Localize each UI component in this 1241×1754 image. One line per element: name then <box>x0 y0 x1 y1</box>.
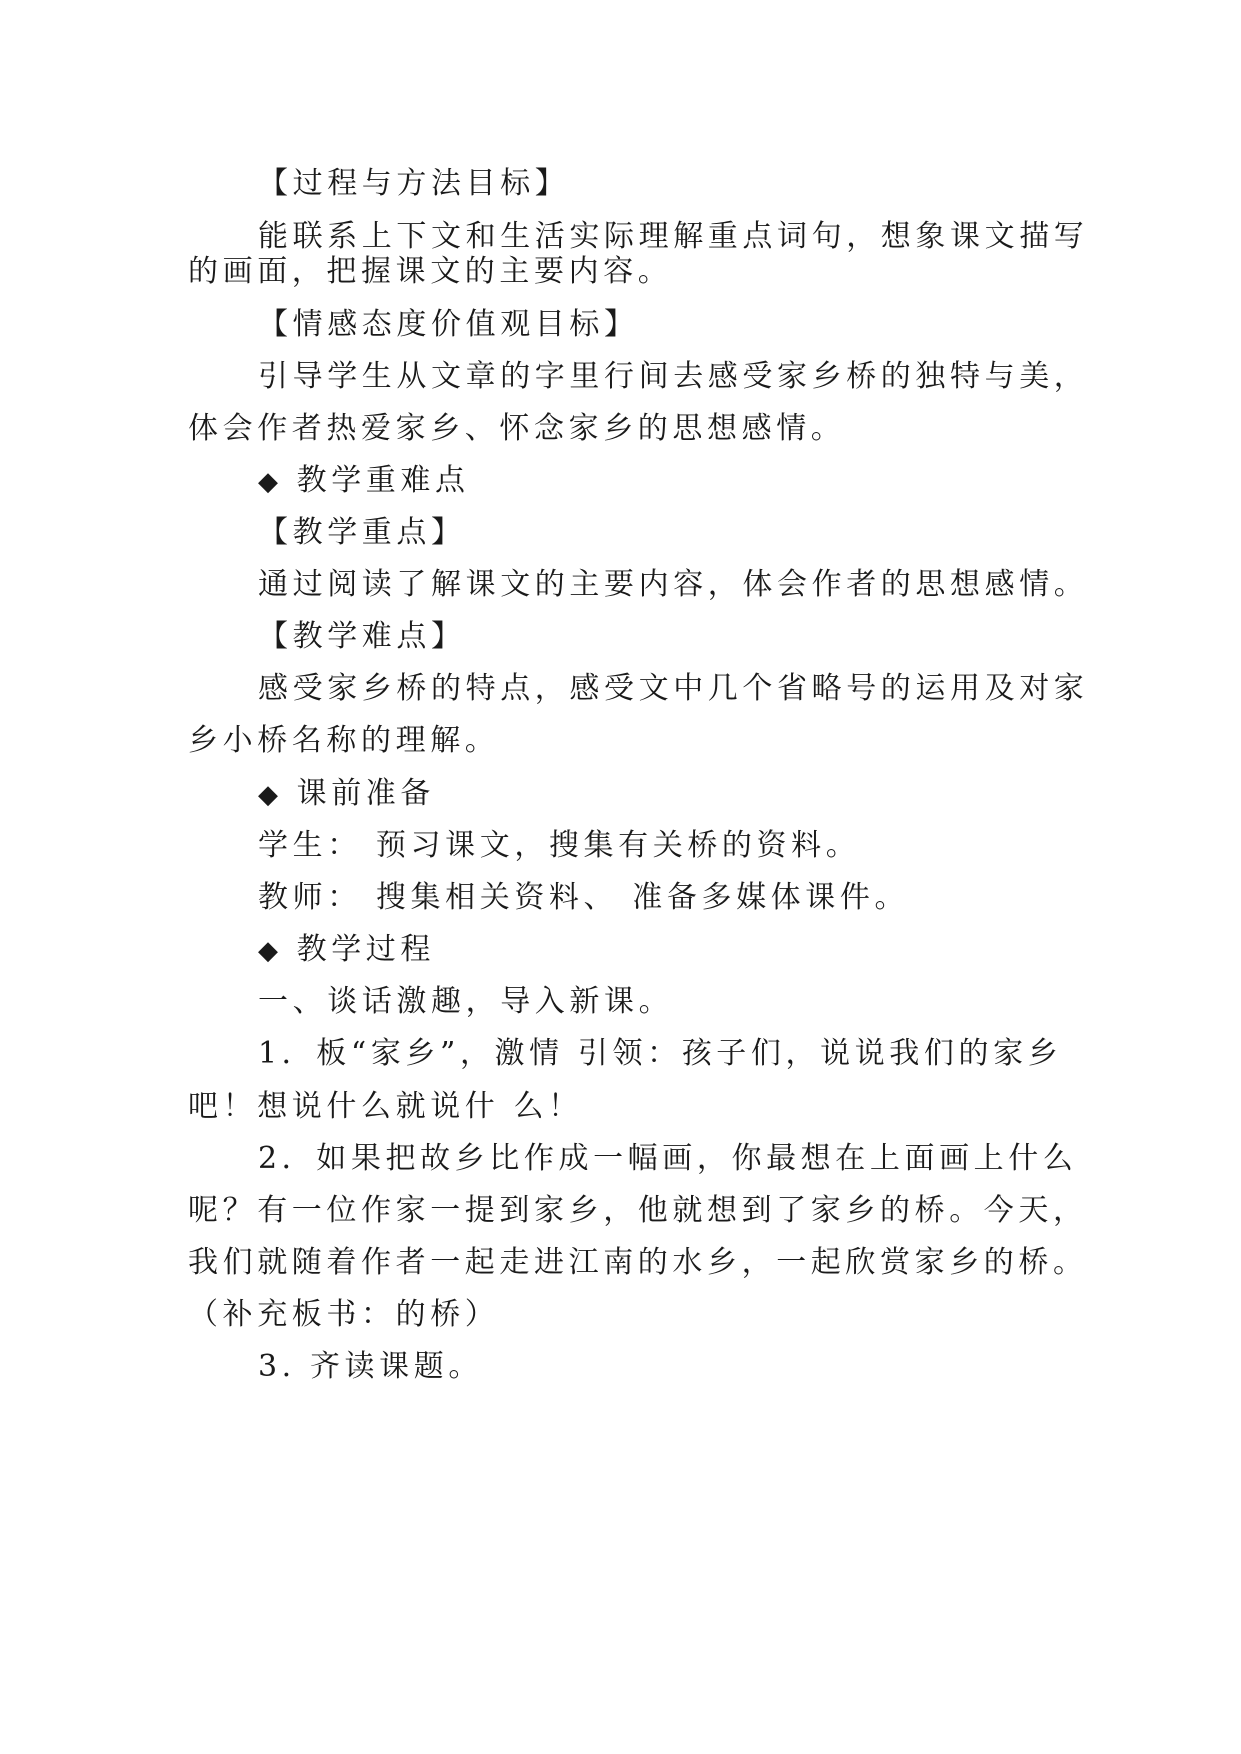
paragraph-line: 体会作者热爱家乡、怀念家乡的思想感情。 <box>188 411 846 446</box>
paragraph-line: 通过阅读了解课文的主要内容，体会作者的思想感情。 <box>258 567 1089 602</box>
paragraph-line: 吧！想说什么就说什 么！ <box>188 1089 583 1124</box>
section-title: 课前准备 <box>296 776 436 811</box>
student-preparation-line: 学生： 预习课文，搜集有关桥的资料。 <box>258 828 861 863</box>
diamond-bullet-icon: ◆ <box>258 936 283 966</box>
section-teaching-key-difficult <box>258 461 470 501</box>
paragraph-line: 3. 齐读课题。 <box>258 1349 483 1384</box>
heading-teaching-key-points: 【教学重点】 <box>258 515 466 550</box>
paragraph-line: 的画面，把握课文的主要内容。 <box>188 254 673 289</box>
heading-teaching-difficulties: 【教学难点】 <box>258 619 466 654</box>
paragraph-line: 呢？有一位作家一提到家乡，他就想到了家乡的桥。今天， <box>188 1193 1088 1228</box>
section-title: 教学过程 <box>296 932 436 967</box>
paragraph-line: （补充板书：的桥） <box>188 1297 500 1332</box>
heading-process-method-goals: 【过程与方法目标】 <box>258 166 570 201</box>
paragraph-line: 能联系上下文和生活实际理解重点词句，想象课文描写 <box>258 219 1089 254</box>
section-title: 教学重难点 <box>296 463 470 498</box>
paragraph-line: 我们就随着作者一起走进江南的水乡，一起欣赏家乡的桥。 <box>188 1245 1088 1280</box>
paragraph-line: 2．如果把故乡比作成一幅画，你最想在上面画上什么 <box>258 1141 1078 1176</box>
paragraph-line: 感受家乡桥的特点，感受文中几个省略号的运用及对家 <box>258 671 1089 706</box>
paragraph-line: 引导学生从文章的字里行间去感受家乡桥的独特与美， <box>258 359 1089 394</box>
heading-emotion-values-goals: 【情感态度价值观目标】 <box>258 307 639 342</box>
paragraph-line: 1．板“家乡”，激情 引领：孩子们，说说我们的家乡 <box>258 1036 1063 1071</box>
teacher-preparation-line: 教师： 搜集相关资料、 准备多媒体课件。 <box>258 880 910 915</box>
section-preparation <box>258 774 435 814</box>
diamond-bullet-icon: ◆ <box>258 780 283 810</box>
section-teaching-process <box>258 930 435 970</box>
step-heading: 一、谈话激趣，导入新课。 <box>258 984 674 1019</box>
diamond-bullet-icon: ◆ <box>258 467 283 497</box>
paragraph-line: 乡小桥名称的理解。 <box>188 723 500 758</box>
